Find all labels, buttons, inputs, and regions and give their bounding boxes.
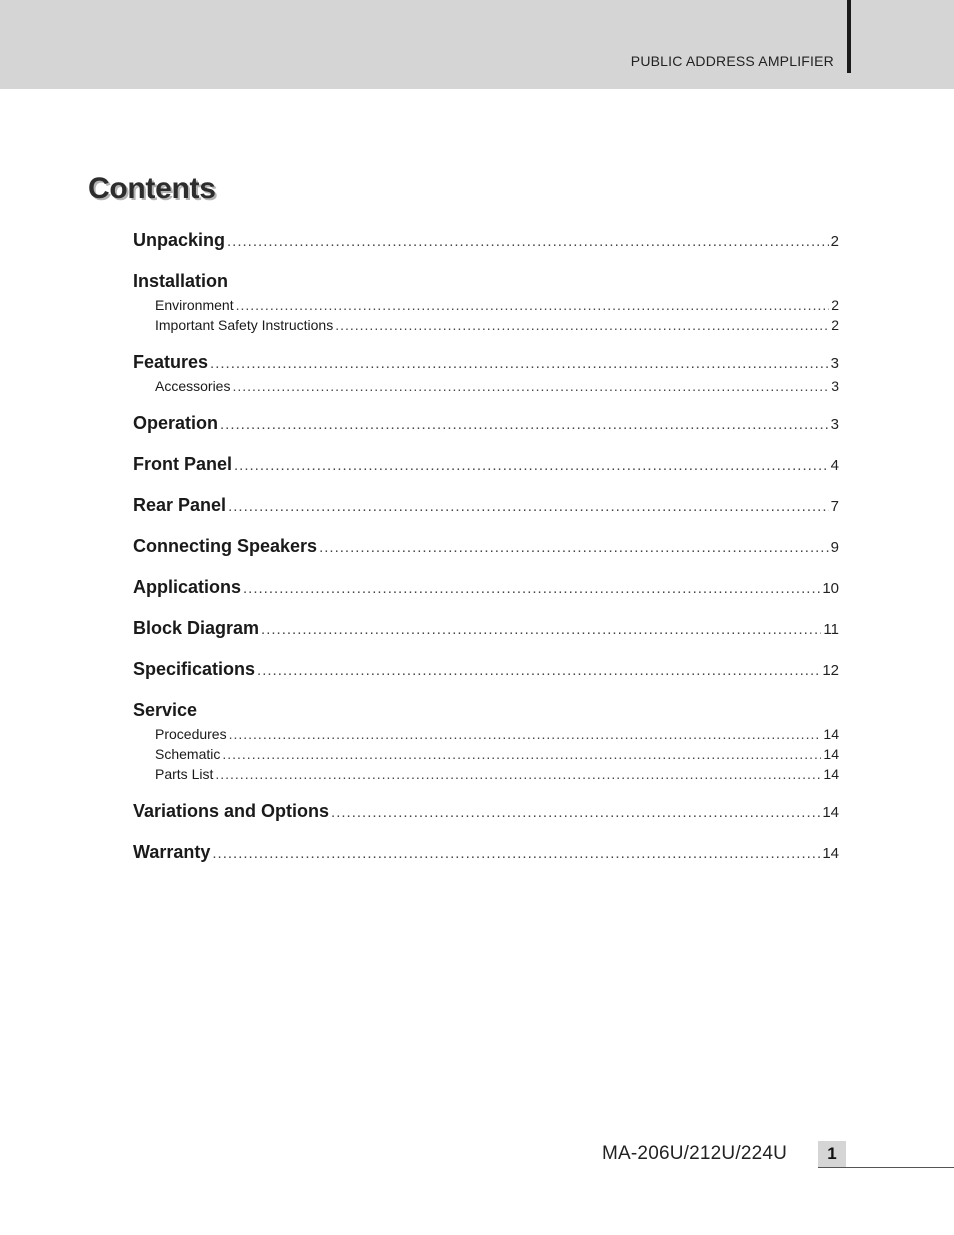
toc-spacer (133, 601, 839, 615)
toc-entry-page: 7 (830, 498, 839, 515)
toc-spacer (133, 254, 839, 268)
toc-entry-page: 3 (830, 416, 839, 433)
toc-subentry-page: 2 (831, 317, 839, 333)
toc-leader-dots (261, 616, 821, 643)
page-title: Contents (88, 172, 216, 205)
toc-subentry-title: Procedures (155, 726, 227, 742)
toc-subentry[interactable] (133, 744, 839, 764)
toc-subentry-title: Accessories (155, 378, 231, 394)
toc-entry-page: 2 (830, 233, 839, 250)
toc-subentry-title: Important Safety Instructions (155, 317, 334, 333)
toc-entry-title: Features (133, 352, 209, 372)
toc-subentry[interactable] (133, 315, 839, 335)
footer-rule (818, 1167, 954, 1168)
toc-entry-title: Unpacking (133, 230, 226, 250)
toc-spacer (133, 437, 839, 451)
toc-spacer (133, 784, 839, 798)
toc-leader-dots (210, 350, 829, 377)
header-band (0, 0, 954, 89)
toc-subentry-page: 14 (823, 766, 839, 782)
toc-entry-title: Service (133, 700, 198, 720)
header-title: PUBLIC ADDRESS AMPLIFIER (630, 53, 834, 69)
toc-entry-page: 3 (830, 355, 839, 372)
toc-entry-page: 14 (822, 845, 839, 862)
toc-entry[interactable] (133, 492, 839, 519)
toc-leader-dots (236, 295, 830, 315)
toc-entry-title: Specifications (133, 659, 256, 679)
toc-spacer (133, 478, 839, 492)
toc-subentry-title: Schematic (155, 746, 221, 762)
toc-subentry-title: Parts List (155, 766, 214, 782)
toc-entry[interactable] (133, 656, 839, 683)
toc-spacer (133, 519, 839, 533)
header-accent-bar (847, 0, 851, 73)
toc-subentry-page: 3 (831, 378, 839, 394)
toc-entry-title: Connecting Speakers (133, 536, 318, 556)
toc-entry-page: 12 (822, 662, 839, 679)
toc-entry-page: 14 (822, 804, 839, 821)
toc-leader-dots (257, 657, 820, 684)
toc-entry[interactable] (133, 615, 839, 642)
toc-leader-dots (229, 724, 822, 744)
toc-entry-page: 11 (823, 621, 839, 638)
toc-entry[interactable] (133, 533, 839, 560)
toc-entry[interactable] (133, 839, 839, 866)
toc-spacer (133, 396, 839, 410)
toc-subentry-page: 2 (831, 297, 839, 313)
toc-leader-dots (331, 799, 820, 826)
toc-entry-page: 10 (822, 580, 839, 597)
toc-subentry-page: 14 (823, 746, 839, 762)
toc-spacer (133, 560, 839, 574)
toc-leader-dots (234, 452, 829, 479)
toc-subentry-page: 14 (823, 726, 839, 742)
toc-entry-title: Rear Panel (133, 495, 227, 515)
toc-leader-dots (212, 840, 820, 867)
toc-entry[interactable] (133, 574, 839, 601)
toc-leader-dots (319, 534, 829, 561)
toc-subentry[interactable] (133, 376, 839, 396)
toc-leader-dots (220, 411, 829, 438)
toc-spacer (133, 683, 839, 697)
toc-entry-title: Front Panel (133, 454, 233, 474)
toc-entry[interactable] (133, 451, 839, 478)
toc-entry-title: Warranty (133, 842, 211, 862)
toc-entry[interactable] (133, 349, 839, 376)
toc-entry-title: Installation (133, 271, 229, 291)
toc-entry[interactable] (133, 227, 839, 254)
toc-entry-title: Operation (133, 413, 219, 433)
footer-model: MA-206U/212U/224U (602, 1143, 788, 1164)
toc-entry[interactable] (133, 697, 839, 724)
toc-entry[interactable] (133, 798, 839, 825)
table-of-contents (133, 227, 839, 866)
toc-entry-page: 9 (830, 539, 839, 556)
toc-entry-page: 4 (830, 457, 839, 474)
toc-leader-dots (215, 764, 821, 784)
toc-entry-title: Block Diagram (133, 618, 260, 638)
toc-subentry[interactable] (133, 724, 839, 744)
toc-leader-dots (228, 493, 829, 520)
toc-entry[interactable] (133, 268, 839, 295)
toc-leader-dots (243, 575, 820, 602)
toc-spacer (133, 825, 839, 839)
page-number: 1 (818, 1141, 846, 1167)
toc-entry[interactable] (133, 410, 839, 437)
toc-spacer (133, 642, 839, 656)
toc-leader-dots (335, 315, 829, 335)
toc-subentry[interactable] (133, 764, 839, 784)
toc-entry-title: Applications (133, 577, 242, 597)
toc-subentry-title: Environment (155, 297, 234, 313)
toc-leader-dots (227, 228, 829, 255)
toc-leader-dots (222, 744, 821, 764)
toc-leader-dots (232, 376, 829, 396)
toc-entry-title: Variations and Options (133, 801, 330, 821)
toc-subentry[interactable] (133, 295, 839, 315)
toc-spacer (133, 335, 839, 349)
